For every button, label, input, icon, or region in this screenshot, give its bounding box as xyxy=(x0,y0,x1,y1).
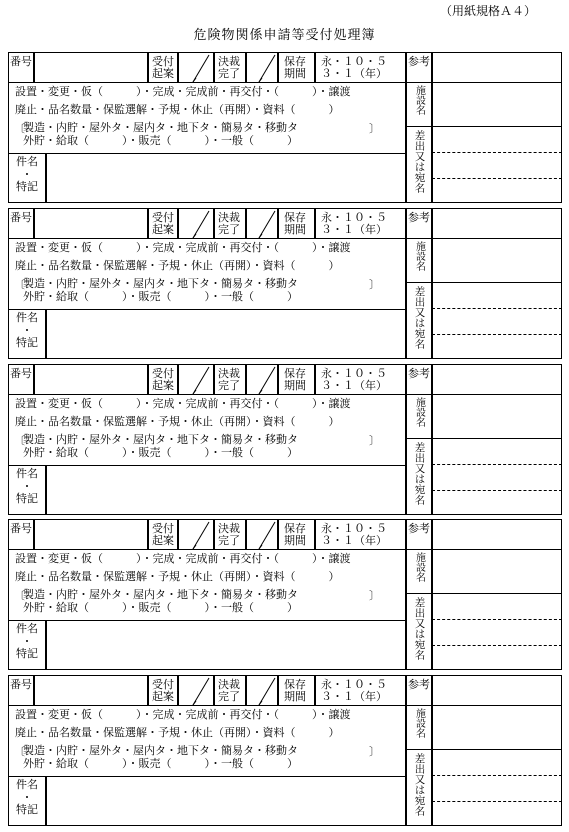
right-brace: 〕 xyxy=(369,434,380,447)
facility-types-row-2[interactable]: 外貯・給取（ ）・販売（ ）・一般（ ） xyxy=(23,601,298,614)
facility-name-field[interactable] xyxy=(432,705,562,750)
number-label: 番号 xyxy=(8,52,34,83)
case-label: 件名 ・ 特記 xyxy=(8,776,46,826)
application-type-area xyxy=(8,705,406,777)
facility-types-row-1[interactable]: 製造・内貯・屋外タ・屋内タ・地下タ・簡易タ・移動タ xyxy=(23,277,298,290)
diagonal-line xyxy=(247,53,279,84)
received-date-field[interactable] xyxy=(178,364,214,395)
case-label: 件名 ・ 特記 xyxy=(8,620,46,670)
left-brace: 〔 xyxy=(14,278,25,291)
record-block xyxy=(8,208,562,359)
dashed-line xyxy=(432,308,562,309)
dashed-line xyxy=(432,775,562,776)
sender-label: 差出又は宛名 xyxy=(406,282,432,359)
right-brace: 〕 xyxy=(369,589,380,602)
number-label: 番号 xyxy=(8,364,34,395)
record-block xyxy=(8,364,562,515)
application-types-row-2[interactable]: 廃止・品名数量・保監選解・予規・休止（再開）・資料（ ） xyxy=(15,415,340,428)
diagonal-line xyxy=(247,520,279,551)
decided-date-field[interactable] xyxy=(246,52,278,83)
decided-label: 決裁 完了 xyxy=(214,208,246,239)
reference-field[interactable] xyxy=(432,364,562,395)
case-label: 件名 ・ 特記 xyxy=(8,309,46,359)
received-date-field[interactable] xyxy=(178,519,214,550)
keep-period-options[interactable]: 永・１０・５ ３・１（年） xyxy=(315,519,406,550)
left-brace: 〔 xyxy=(14,434,25,447)
decided-date-field[interactable] xyxy=(246,519,278,550)
diagonal-line xyxy=(179,53,215,84)
decided-date-field[interactable] xyxy=(246,208,278,239)
reference-label: 参考 xyxy=(406,364,432,395)
received-label: 受付 起案 xyxy=(148,208,178,239)
facility-types-row-2[interactable]: 外貯・給取（ ）・販売（ ）・一般（ ） xyxy=(23,134,298,147)
reference-label: 参考 xyxy=(406,675,432,706)
diagonal-line xyxy=(179,676,215,707)
dashed-line xyxy=(432,334,562,335)
facility-types-row-2[interactable]: 外貯・給取（ ）・販売（ ）・一般（ ） xyxy=(23,757,298,770)
application-types-row-1[interactable]: 設置・変更・仮（ ）・完成・完成前・再交付・（ ）・譲渡 xyxy=(15,241,351,254)
dashed-line xyxy=(432,645,562,646)
application-types-row-1[interactable]: 設置・変更・仮（ ）・完成・完成前・再交付・（ ）・譲渡 xyxy=(15,708,351,721)
number-field[interactable] xyxy=(34,208,148,239)
reference-field[interactable] xyxy=(432,519,562,550)
sender-field[interactable] xyxy=(432,749,562,826)
number-label: 番号 xyxy=(8,519,34,550)
record-block xyxy=(8,519,562,670)
case-notes-field[interactable] xyxy=(46,153,406,203)
received-label: 受付 起案 xyxy=(148,675,178,706)
number-label: 番号 xyxy=(8,675,34,706)
number-field[interactable] xyxy=(34,519,148,550)
sender-field[interactable] xyxy=(432,282,562,359)
application-types-row-1[interactable]: 設置・変更・仮（ ）・完成・完成前・再交付・（ ）・譲渡 xyxy=(15,397,351,410)
diagonal-line xyxy=(179,520,215,551)
application-type-area xyxy=(8,82,406,154)
received-label: 受付 起案 xyxy=(148,519,178,550)
decided-date-field[interactable] xyxy=(246,364,278,395)
sender-label: 差出又は宛名 xyxy=(406,593,432,670)
reference-label: 参考 xyxy=(406,52,432,83)
keep-period-options[interactable]: 永・１０・５ ３・１（年） xyxy=(315,208,406,239)
diagonal-line xyxy=(179,209,215,240)
case-notes-field[interactable] xyxy=(46,620,406,670)
facility-name-label: 施設名 xyxy=(406,82,432,127)
keep-period-label: 保存 期間 xyxy=(278,675,315,706)
sender-field[interactable] xyxy=(432,593,562,670)
decided-label: 決裁 完了 xyxy=(214,52,246,83)
keep-period-options[interactable]: 永・１０・５ ３・１（年） xyxy=(315,675,406,706)
facility-name-label: 施設名 xyxy=(406,705,432,750)
dashed-line xyxy=(432,464,562,465)
case-label: 件名 ・ 特記 xyxy=(8,465,46,515)
application-type-area xyxy=(8,238,406,310)
received-label: 受付 起案 xyxy=(148,364,178,395)
paper-size-note: （用紙規格Ａ４） xyxy=(440,4,537,18)
application-types-row-2[interactable]: 廃止・品名数量・保監選解・予規・休止（再開）・資料（ ） xyxy=(15,103,340,116)
dashed-line xyxy=(432,619,562,620)
facility-types-row-1[interactable]: 製造・内貯・屋外タ・屋内タ・地下タ・簡易タ・移動タ xyxy=(23,433,298,446)
facility-name-field[interactable] xyxy=(432,82,562,127)
facility-types-row-2[interactable]: 外貯・給取（ ）・販売（ ）・一般（ ） xyxy=(23,290,298,303)
keep-period-options[interactable]: 永・１０・５ ３・１（年） xyxy=(315,364,406,395)
sender-label: 差出又は宛名 xyxy=(406,126,432,203)
record-block xyxy=(8,675,562,826)
left-brace: 〔 xyxy=(14,122,25,135)
facility-name-field[interactable] xyxy=(432,549,562,594)
left-brace: 〔 xyxy=(14,589,25,602)
number-field[interactable] xyxy=(34,52,148,83)
keep-period-options[interactable]: 永・１０・５ ３・１（年） xyxy=(315,52,406,83)
application-type-area xyxy=(8,549,406,621)
application-types-row-1[interactable]: 設置・変更・仮（ ）・完成・完成前・再交付・（ ）・譲渡 xyxy=(15,85,351,98)
right-brace: 〕 xyxy=(369,278,380,291)
application-type-area xyxy=(8,394,406,466)
record-block xyxy=(8,52,562,203)
reference-field[interactable] xyxy=(432,208,562,239)
diagonal-line xyxy=(247,209,279,240)
sender-field[interactable] xyxy=(432,438,562,515)
facility-name-label: 施設名 xyxy=(406,549,432,594)
facility-name-field[interactable] xyxy=(432,238,562,283)
number-label: 番号 xyxy=(8,208,34,239)
decided-label: 決裁 完了 xyxy=(214,675,246,706)
number-field[interactable] xyxy=(34,675,148,706)
keep-period-label: 保存 期間 xyxy=(278,519,315,550)
page-title: 危険物関係申請等受付処理簿 xyxy=(193,28,376,43)
dashed-line xyxy=(432,152,562,153)
number-field[interactable] xyxy=(34,364,148,395)
facility-name-field[interactable] xyxy=(432,394,562,439)
case-notes-field[interactable] xyxy=(46,776,406,826)
case-notes-field[interactable] xyxy=(46,465,406,515)
facility-types-row-1[interactable]: 製造・内貯・屋外タ・屋内タ・地下タ・簡易タ・移動タ xyxy=(23,588,298,601)
diagonal-line xyxy=(179,365,215,396)
received-label: 受付 起案 xyxy=(148,52,178,83)
received-date-field[interactable] xyxy=(178,208,214,239)
decided-date-field[interactable] xyxy=(246,675,278,706)
diagonal-line xyxy=(247,365,279,396)
application-types-row-2[interactable]: 廃止・品名数量・保監選解・予規・休止（再開）・資料（ ） xyxy=(15,570,340,583)
sender-field[interactable] xyxy=(432,126,562,203)
diagonal-line xyxy=(247,676,279,707)
reference-field[interactable] xyxy=(432,675,562,706)
keep-period-label: 保存 期間 xyxy=(278,52,315,83)
facility-types-row-1[interactable]: 製造・内貯・屋外タ・屋内タ・地下タ・簡易タ・移動タ xyxy=(23,744,298,757)
dashed-line xyxy=(432,178,562,179)
right-brace: 〕 xyxy=(369,122,380,135)
case-label: 件名 ・ 特記 xyxy=(8,153,46,203)
decided-label: 決裁 完了 xyxy=(214,364,246,395)
dashed-line xyxy=(432,801,562,802)
keep-period-label: 保存 期間 xyxy=(278,364,315,395)
keep-period-label: 保存 期間 xyxy=(278,208,315,239)
right-brace: 〕 xyxy=(369,745,380,758)
sender-label: 差出又は宛名 xyxy=(406,749,432,826)
reference-label: 参考 xyxy=(406,208,432,239)
left-brace: 〔 xyxy=(14,745,25,758)
application-types-row-2[interactable]: 廃止・品名数量・保監選解・予規・休止（再開）・資料（ ） xyxy=(15,259,340,272)
decided-label: 決裁 完了 xyxy=(214,519,246,550)
facility-types-row-1[interactable]: 製造・内貯・屋外タ・屋内タ・地下タ・簡易タ・移動タ xyxy=(23,121,298,134)
sender-label: 差出又は宛名 xyxy=(406,438,432,515)
facility-name-label: 施設名 xyxy=(406,238,432,283)
reference-label: 参考 xyxy=(406,519,432,550)
received-date-field[interactable] xyxy=(178,52,214,83)
dashed-line xyxy=(432,490,562,491)
facility-name-label: 施設名 xyxy=(406,394,432,439)
received-date-field[interactable] xyxy=(178,675,214,706)
application-types-row-1[interactable]: 設置・変更・仮（ ）・完成・完成前・再交付・（ ）・譲渡 xyxy=(15,552,351,565)
facility-types-row-2[interactable]: 外貯・給取（ ）・販売（ ）・一般（ ） xyxy=(23,446,298,459)
reference-field[interactable] xyxy=(432,52,562,83)
case-notes-field[interactable] xyxy=(46,309,406,359)
application-types-row-2[interactable]: 廃止・品名数量・保監選解・予規・休止（再開）・資料（ ） xyxy=(15,726,340,739)
